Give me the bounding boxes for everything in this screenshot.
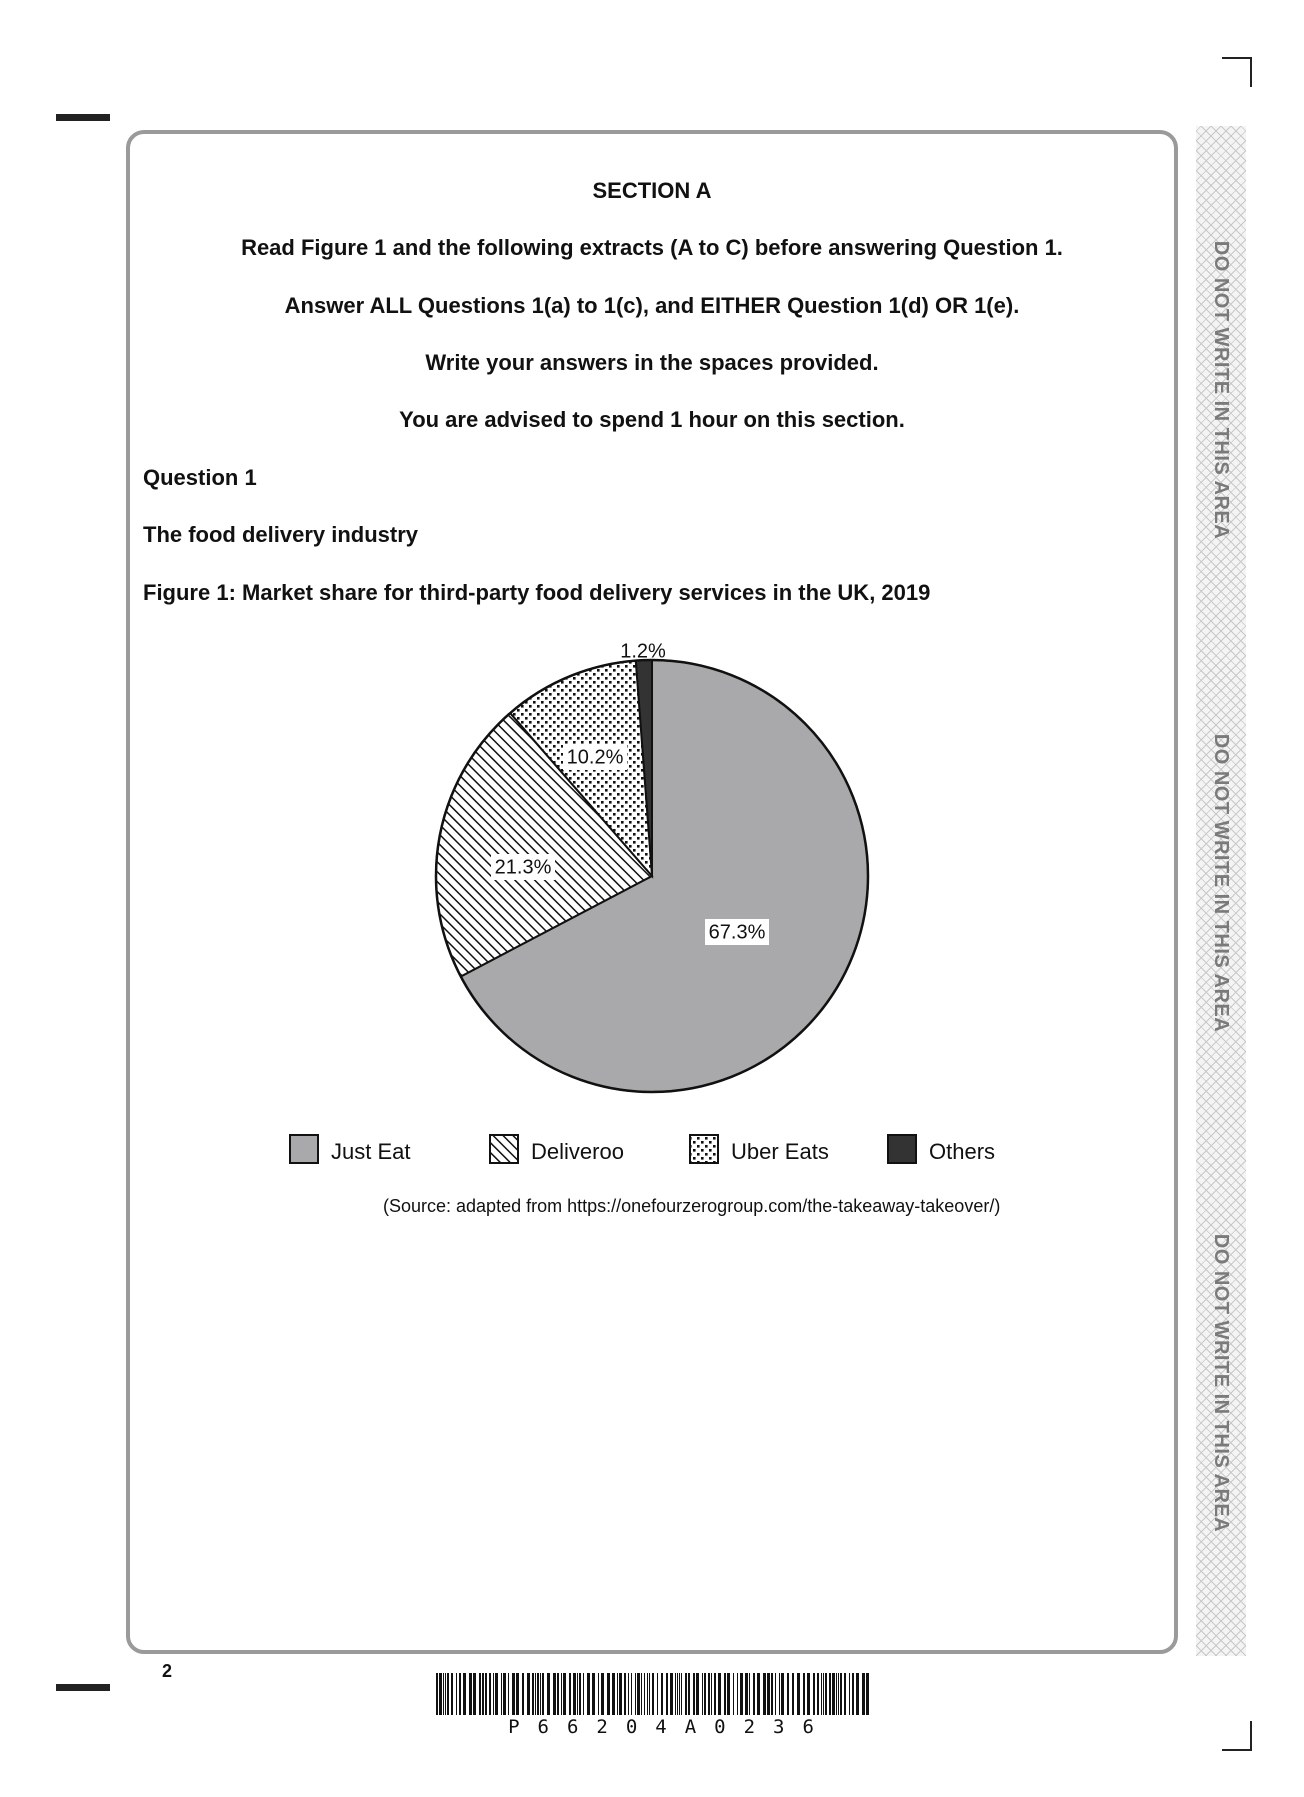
barcode-bar [631, 1673, 632, 1715]
barcode-bar [675, 1673, 676, 1715]
barcode-bar [637, 1673, 640, 1715]
data-label-just-eat: 67.3% [708, 921, 766, 944]
barcode-bar [619, 1673, 622, 1715]
barcode-bar [807, 1673, 810, 1715]
barcode-bar [652, 1673, 654, 1715]
barcode-bar [508, 1673, 509, 1715]
barcode-bar [628, 1673, 629, 1715]
barcode-bar [718, 1673, 721, 1715]
barcode-bar [501, 1673, 502, 1715]
barcode-bar [451, 1673, 453, 1715]
barcode-bar [661, 1673, 663, 1715]
barcode-bar [495, 1673, 498, 1715]
data-label-others: 1.2% [620, 640, 666, 663]
barcode-bar [792, 1673, 794, 1715]
legend-swatch-uber-eats [690, 1135, 718, 1163]
barcode-bar [757, 1673, 760, 1715]
barcode-bar [711, 1673, 712, 1715]
barcode-bar [573, 1673, 576, 1715]
legend-swatch-just-eat [290, 1135, 318, 1163]
legend-swatch-deliveroo [490, 1135, 518, 1163]
barcode-bar [737, 1673, 738, 1715]
barcode-bar [749, 1673, 750, 1715]
barcode-bar [677, 1673, 678, 1715]
barcode-bar [670, 1673, 673, 1715]
barcode-bar [771, 1673, 773, 1715]
barcode-bar [479, 1673, 481, 1715]
barcode-bar [583, 1673, 584, 1715]
barcode-bar [849, 1673, 850, 1715]
barcode-bar [439, 1673, 442, 1715]
barcode-bar [456, 1673, 457, 1715]
barcode-bar [473, 1673, 476, 1715]
barcode [436, 1673, 876, 1717]
barcode-bar [512, 1673, 515, 1715]
barcode-bar [724, 1673, 726, 1715]
barcode-bar [522, 1673, 524, 1715]
barcode-bar [817, 1673, 819, 1715]
barcode-bar [704, 1673, 706, 1715]
barcode-bar [436, 1673, 438, 1715]
barcode-bar [553, 1673, 556, 1715]
legend-label-just-eat: Just Eat [331, 1139, 411, 1164]
barcode-bar [693, 1673, 695, 1715]
legend-swatch-others [888, 1135, 916, 1163]
barcode-bar [840, 1673, 842, 1715]
barcode-bar [649, 1673, 650, 1715]
barcode-bar [714, 1673, 716, 1715]
barcode-bar [535, 1673, 536, 1715]
barcode-bar [493, 1673, 494, 1715]
barcode-bar [459, 1673, 461, 1715]
barcode-bar [579, 1673, 581, 1715]
barcode-bar [601, 1673, 604, 1715]
barcode-bar [557, 1673, 559, 1715]
barcode-bar [852, 1673, 854, 1715]
barcode-bar [702, 1673, 703, 1715]
section-title: SECTION A [592, 178, 712, 203]
barcode-bar [681, 1673, 682, 1715]
question-topic: The food delivery industry [143, 522, 419, 547]
barcode-bar [527, 1673, 530, 1715]
barcode-bar [503, 1673, 506, 1715]
barcode-bar [482, 1673, 484, 1715]
barcode-bar [537, 1673, 539, 1715]
barcode-bar [447, 1673, 449, 1715]
instruction-time: You are advised to spend 1 hour on this section. [399, 407, 905, 432]
barcode-bar [740, 1673, 743, 1715]
barcode-bar [587, 1673, 590, 1715]
barcode-bar [485, 1673, 487, 1715]
barcode-bar [607, 1673, 610, 1715]
source-note: (Source: adapted from https://onefourzerogroup.com/the-takeaway-takeover/) [383, 1196, 1001, 1216]
barcode-bar [856, 1673, 859, 1715]
question-number: Question 1 [143, 465, 257, 490]
barcode-bar [563, 1673, 566, 1715]
barcode-bar [617, 1673, 618, 1715]
barcode-bar [624, 1673, 626, 1715]
barcode-bar [787, 1673, 789, 1715]
barcode-bar [540, 1673, 541, 1715]
side-warning-2: DO NOT WRITE IN THIS AREA [1210, 733, 1232, 1033]
instruction-read: Read Figure 1 and the following extracts (A to C) before answering Question 1. [241, 235, 1063, 260]
barcode-bar [825, 1673, 827, 1715]
figure-title: Figure 1: Market share for third-party food delivery services in the UK, 2019 [143, 580, 931, 605]
barcode-bar [708, 1673, 710, 1715]
barcode-bar [832, 1673, 835, 1715]
barcode-bar [745, 1673, 748, 1715]
barcode-bar [838, 1673, 839, 1715]
barcode-text: P66204A0236 [508, 1716, 832, 1738]
barcode-bar [797, 1673, 800, 1715]
legend-label-deliveroo: Deliveroo [531, 1139, 624, 1164]
barcode-bar [779, 1673, 780, 1715]
barcode-bar [666, 1673, 668, 1715]
barcode-bar [862, 1673, 865, 1715]
barcode-bar [763, 1673, 766, 1715]
barcode-bar [823, 1673, 824, 1715]
data-label-deliveroo: 21.3% [494, 856, 552, 879]
barcode-bar [775, 1673, 776, 1715]
instruction-write: Write your answers in the spaces provided. [425, 350, 879, 375]
barcode-bar [781, 1673, 784, 1715]
barcode-bar [803, 1673, 805, 1715]
legend-label-uber-eats: Uber Eats [731, 1139, 829, 1164]
barcode-bar [489, 1673, 491, 1715]
barcode-bar [733, 1673, 734, 1715]
barcode-bar [679, 1673, 680, 1715]
barcode-bar [542, 1673, 544, 1715]
barcode-bar [753, 1673, 755, 1715]
barcode-bar [688, 1673, 690, 1715]
side-warning-3: DO NOT WRITE IN THIS AREA [1210, 1233, 1232, 1533]
side-warning-1: DO NOT WRITE IN THIS AREA [1210, 240, 1232, 540]
barcode-bar [813, 1673, 815, 1715]
barcode-bar [469, 1673, 472, 1715]
barcode-bar [463, 1673, 466, 1715]
barcode-bar [612, 1673, 615, 1715]
barcode-bar [577, 1673, 578, 1715]
instruction-answer: Answer ALL Questions 1(a) to 1(c), and EITHER Question 1(d) OR 1(e). [284, 293, 1020, 318]
barcode-bar [866, 1673, 869, 1715]
data-label-uber-eats: 10.2% [566, 746, 624, 769]
legend-label-others: Others [929, 1139, 996, 1164]
barcode-bar [569, 1673, 571, 1715]
barcode-bar [727, 1673, 730, 1715]
barcode-bar [561, 1673, 562, 1715]
barcode-bar [657, 1673, 658, 1715]
barcode-bar [644, 1673, 645, 1715]
barcode-bar [647, 1673, 648, 1715]
barcode-bar [443, 1673, 444, 1715]
barcode-bar [696, 1673, 699, 1715]
barcode-bar [445, 1673, 446, 1715]
barcode-bar [547, 1673, 550, 1715]
barcode-bar [641, 1673, 642, 1715]
barcode-bar [516, 1673, 519, 1715]
barcode-bar [592, 1673, 595, 1715]
barcode-bar [821, 1673, 822, 1715]
barcode-bar [635, 1673, 636, 1715]
page-number: 2 [162, 1661, 173, 1681]
barcode-bar [829, 1673, 831, 1715]
barcode-bar [685, 1673, 687, 1715]
barcode-bar [767, 1673, 770, 1715]
barcode-bar [836, 1673, 837, 1715]
barcode-bar [532, 1673, 534, 1715]
barcode-bar [844, 1673, 846, 1715]
barcode-bar [598, 1673, 599, 1715]
